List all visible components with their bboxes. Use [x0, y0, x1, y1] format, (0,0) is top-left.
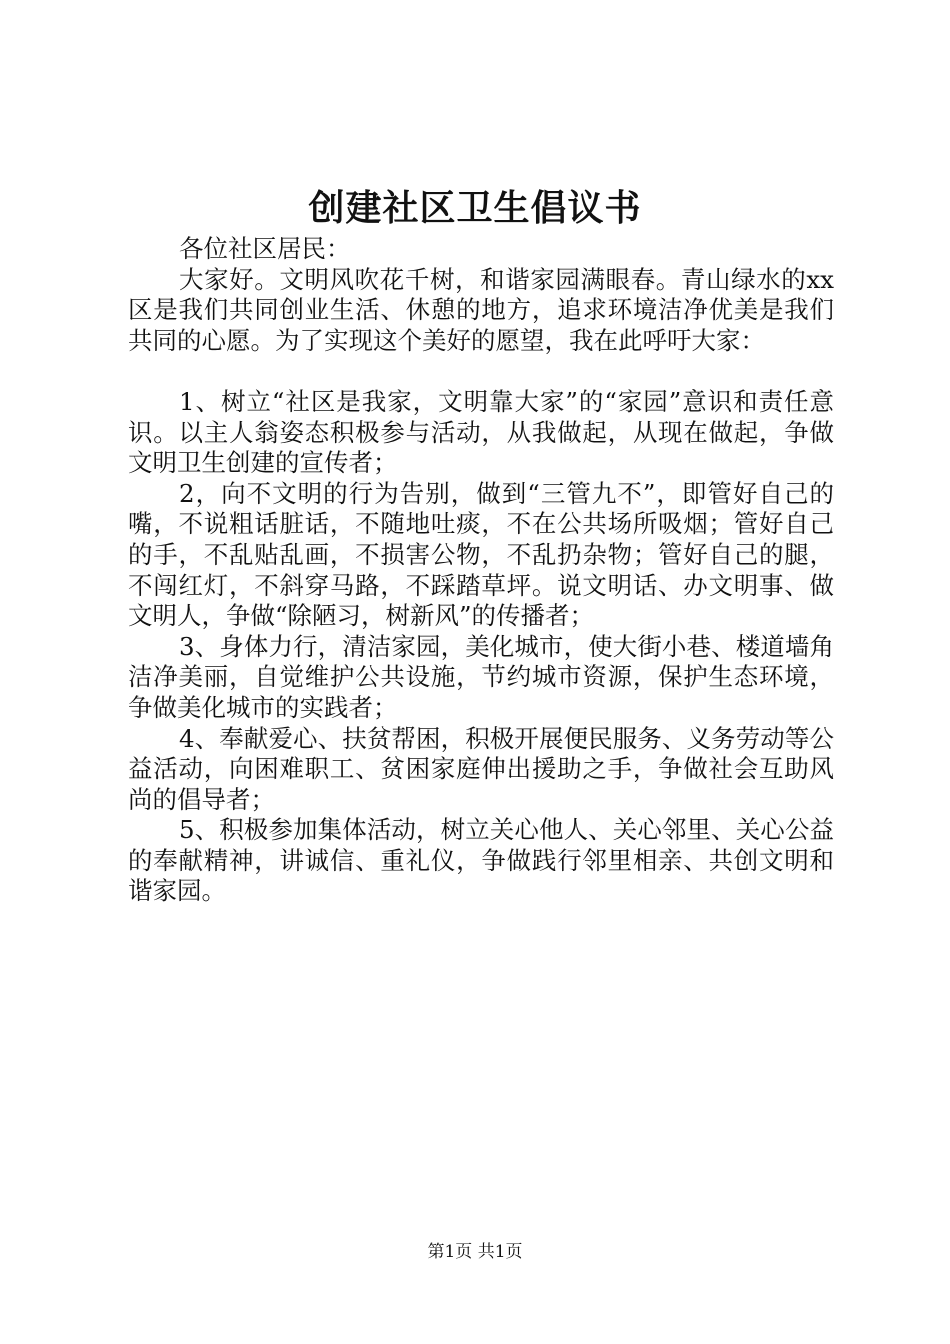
page-footer: 第1页 共1页	[427, 1242, 523, 1262]
intro-paragraph: 大家好。文明风吹花千树，和谐家园满眼春。青山绿水的xx区是我们共同创业生活、休憩的地方，追求环境洁净优美是我们共同的心愿。为了实现这个美好的愿望，我在此呼吁大家：	[128, 264, 834, 355]
paragraph-spacer	[128, 356, 834, 387]
proposal-item-2: 2，向不文明的行为告别，做到“三管九不”，即管好自己的嘴，不说粗话脏话，不随地吐痰，不在公共场所吸烟；管好自己的手，不乱贴乱画，不损害公物，不乱扔杂物；管好自己的腿，不闯红灯，不斜穿马路，不踩踏草坪。说文明话、办文明事、做文明人，争做“除陋习，树新风”的传播者；	[128, 478, 834, 631]
proposal-item-4: 4、奉献爱心、扶贫帮困，积极开展便民服务、义务劳动等公益活动，向困难职工、贫困家庭伸出援助之手，争做社会互助风尚的倡导者；	[128, 723, 834, 814]
document-title: 创建社区卫生倡议书	[308, 187, 642, 229]
salutation: 各位社区居民：	[179, 234, 351, 263]
proposal-item-3: 3、身体力行，清洁家园，美化城市，使大街小巷、楼道墙角洁净美丽，自觉维护公共设施，节约城市资源，保护生态环境，争做美化城市的实践者；	[128, 631, 834, 722]
document-body	[128, 234, 834, 907]
proposal-item-1: 1、树立“社区是我家，文明靠大家”的“家园”意识和责任意识。以主人翁姿态积极参与活动，从我做起，从现在做起，争做文明卫生创建的宣传者；	[128, 386, 834, 478]
proposal-item-5: 5、积极参加集体活动，树立关心他人、关心邻里、关心公益的奉献精神，讲诚信、重礼仪，争做践行邻里相亲、共创文明和谐家园。	[128, 815, 834, 906]
